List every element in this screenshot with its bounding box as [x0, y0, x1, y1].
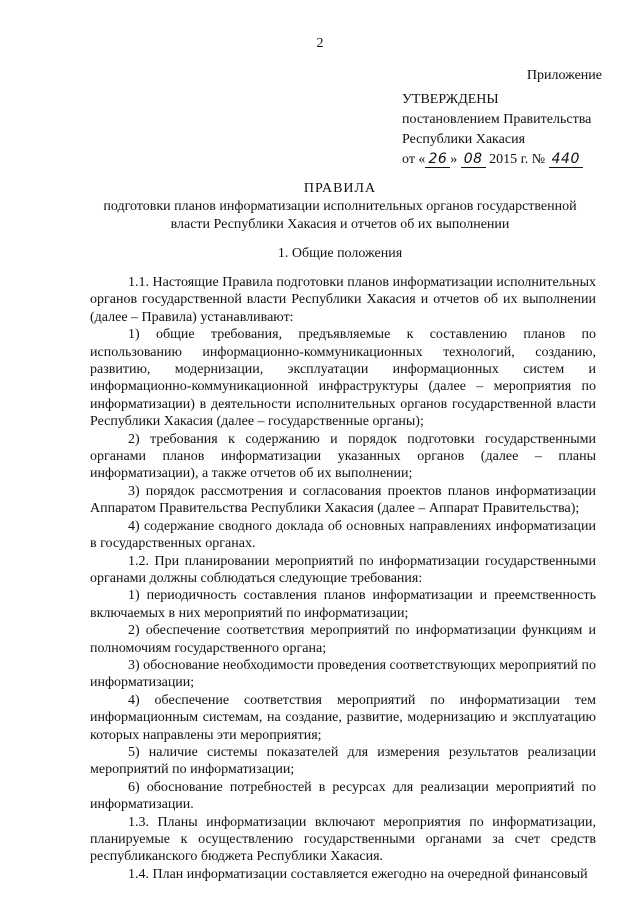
paragraph: 3) обоснование необходимости проведения соответствующих мероприятий по информатизации;: [90, 657, 596, 691]
paragraph: 4) обеспечение соответствия мероприятий по информатизации тем информационным системам, на создание, развитие, модернизацию и эксплуатацию которых направлены эти мероприятия;: [90, 692, 596, 743]
paragraph: 1.4. План информатизации составляется ежегодно на очередной финансовый: [128, 866, 588, 882]
section-heading: 1. Общие положения: [277, 246, 403, 261]
paragraph: 4) содержание сводного доклада об основных направлениях информатизации в государственных органах.: [90, 518, 596, 552]
handwritten-month: 08: [461, 151, 486, 168]
paragraph: 3) порядок рассмотрения и согласования проектов планов информатизации Аппаратом Правительства Республики Хакасия (далее – Аппарат Правительства);: [90, 483, 596, 517]
paragraph: 1) периодичность составления планов информатизации и преемственность включаемых в них мероприятий по информатизации;: [90, 588, 596, 621]
date-prefix: от «: [402, 152, 426, 167]
paragraph: 1) общие требования, предъявляемые к составлению планов по использованию информационно-коммуникационных технологий, созданию, развитию, модернизации, эксплуатации информационных систем и информационно-коммуникационной инфраструктуры (далее – мероприятия по информатизации) в деятельности исполнительных органов государственной власти Республики Хакасия (далее – государственные органы);: [90, 327, 596, 430]
document-subtitle-line-2: власти Республики Хакасия и отчетов об их выполнении: [170, 217, 510, 232]
paragraph: 2) требования к содержанию и порядок подготовки государственными органами планов информатизации указанных органов (далее – планы информатизации), а также отчетов об их выполнении;: [90, 431, 596, 482]
paragraph: 1.2. При планировании мероприятий по информатизации государственными органами должны соблюдаться следующие требования:: [90, 553, 596, 586]
approval-line-2: Республики Хакасия: [402, 132, 526, 147]
approval-date-line: [402, 150, 602, 170]
date-mid: »: [450, 152, 461, 167]
handwritten-number: 440: [549, 151, 583, 168]
document-subtitle-line-1: подготовки планов информатизации исполнительных органов государственной: [103, 199, 577, 214]
date-year: 2015 г. №: [485, 152, 546, 167]
body-text: [90, 274, 596, 883]
approval-line-1: постановлением Правительства: [402, 112, 592, 127]
approval-stamp-block: [402, 66, 602, 170]
paragraph: 5) наличие системы показателей для измерения результатов реализации мероприятий по информатизации;: [90, 744, 596, 778]
paragraph: 6) обоснование потребностей в ресурсах для реализации мероприятий по информатизации.: [90, 779, 596, 813]
appendix-label: Приложение: [526, 68, 602, 83]
document-title-block: [60, 180, 620, 234]
handwritten-day: 26: [425, 151, 450, 168]
approved-label: УТВЕРЖДЕНЫ: [402, 92, 499, 107]
paragraph: 2) обеспечение соответствия мероприятий по информатизации функциям и полномочиям государственного органа;: [90, 623, 596, 656]
paragraph: 1.3. Планы информатизации включают мероприятия по информатизации, планируемые к осуществлению государственными органами за счет средств республиканского бюджета Республики Хакасия.: [90, 814, 596, 865]
document-title: ПРАВИЛА: [303, 181, 377, 196]
paragraph: 1.1. Настоящие Правила подготовки планов информатизации исполнительных органов государственной власти Республики Хакасия и отчетов об их выполнении (далее – Правила) устанавливают:: [90, 275, 596, 325]
page-number: 2: [316, 36, 324, 51]
